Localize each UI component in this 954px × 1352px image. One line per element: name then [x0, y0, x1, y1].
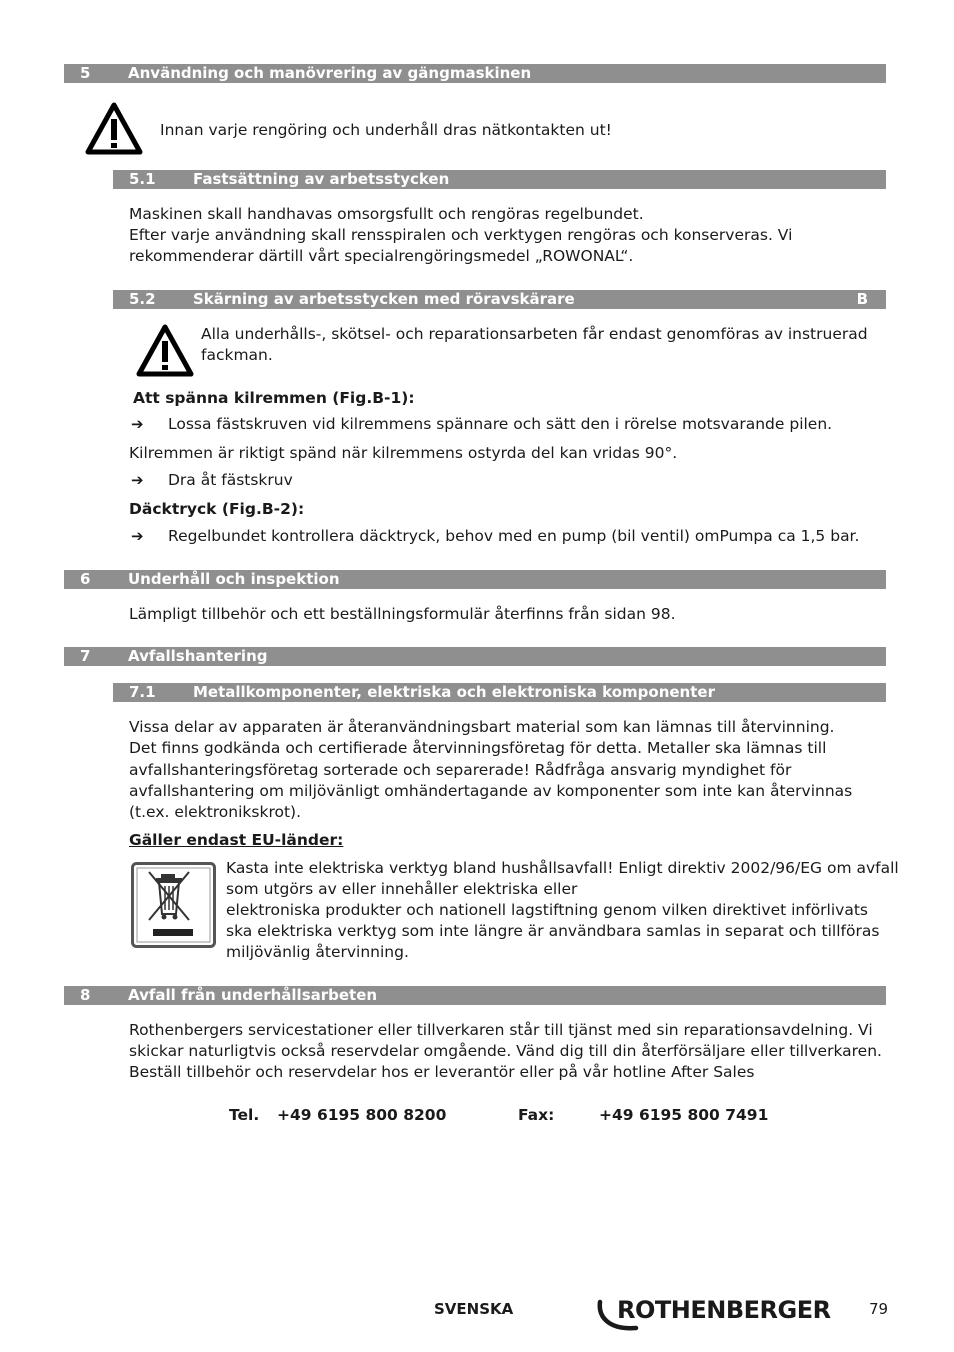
paragraph-line: Rothenbergers servicestationer eller tillverkaren står till tjänst med sin reparationsavdelning. Vi: [129, 1021, 873, 1039]
arrow-right-icon: ➔: [131, 527, 144, 545]
paragraph-line: skickar naturligtvis också reservdelar omgående. Vänd dig till din återförsäljare eller tillverkaren.: [129, 1042, 882, 1060]
paragraph-line: avfallshantering om miljövänligt omhändertagande av komponenter som inte kan återvinnas: [129, 782, 853, 800]
paragraph-line: Vissa delar av apparaten är återanvändningsbart material som kan lämnas till återvinning.: [129, 718, 835, 736]
section-title: Skärning av arbetsstycken med röravskärare: [193, 290, 575, 308]
section-number: 7.1: [129, 683, 156, 701]
fax-number: +49 6195 800 7491: [599, 1106, 769, 1124]
step-text: Lossa fästskruven vid kilremmens spännare och sätt den i rörelse motsvarande pilen.: [168, 415, 833, 433]
section-number: 5.2: [129, 290, 156, 308]
eu-text-line: elektroniska produkter och nationell lagstiftning genom vilken direktivet införlivats: [226, 901, 868, 919]
paragraph-line: Efter varje användning skall rensspiralen och verktygen rengöras och konserveras. Vi: [129, 226, 793, 244]
section-title: Fastsättning av arbetsstycken: [193, 170, 450, 188]
section-number: 7: [80, 647, 91, 665]
section-7-1-header: [113, 683, 886, 702]
section-title: Underhåll och inspektion: [128, 570, 340, 588]
paragraph-line: Maskinen skall handhavas omsorgsfullt och rengöras regelbundet.: [129, 205, 644, 223]
arrow-right-icon: ➔: [131, 471, 144, 489]
section-title: Avfall från underhållsarbeten: [128, 986, 378, 1004]
paragraph-line: avfallshanteringsföretag sorterade och separerade! Rådfråga ansvarig myndighet för: [129, 761, 792, 779]
eu-text-line: ska elektriska verktyg som inte längre är användbara samlas in separat och tillföras: [226, 922, 880, 940]
eu-heading: Gäller endast EU-länder:: [129, 831, 344, 849]
footer-brand-logo: ROTHENBERGER: [617, 1296, 831, 1324]
warning-text: fackman.: [201, 346, 273, 364]
section-5-1-header: [113, 170, 886, 189]
tel-number: +49 6195 800 8200: [277, 1106, 447, 1124]
paragraph-line: Kilremmen är riktigt spänd när kilremmens ostyrda del kan vridas 90°.: [129, 444, 678, 462]
paragraph-line: Lämpligt tillbehör och ett beställningsformulär återfinns från sidan 98.: [129, 605, 676, 623]
tel-label: Tel.: [229, 1106, 260, 1124]
eu-text-line: miljövänlig återvinning.: [226, 943, 409, 961]
section-number: 5: [80, 64, 91, 82]
section-5-header: [64, 64, 886, 83]
section-6-header: [64, 570, 886, 589]
warning-triangle-icon: [136, 324, 194, 377]
section-8-header: [64, 986, 886, 1005]
eu-text-line: som utgörs av eller innehåller elektriska eller: [226, 880, 578, 898]
paragraph-line: Beställ tillbehör och reservdelar hos er leverantör eller på vår hotline After Sales: [129, 1063, 755, 1081]
section-number: 8: [80, 986, 91, 1004]
subheading: Däcktryck (Fig.B-2):: [129, 500, 305, 518]
section-title: Metallkomponenter, elektriska och elektroniska komponenter: [193, 683, 715, 701]
section-title: Avfallshantering: [128, 647, 268, 665]
section-5-2-header: [113, 290, 886, 309]
paragraph-line: Det finns godkända och certifierade återvinningsföretag för detta. Metaller ska lämnas till: [129, 739, 827, 757]
warning-text: Alla underhålls-, skötsel- och reparationsarbeten får endast genomföras av instruerad: [201, 325, 868, 343]
section-7-header: [64, 647, 886, 666]
arrow-right-icon: ➔: [131, 415, 144, 433]
figure-tag: B: [856, 290, 868, 308]
eu-text-line: Kasta inte elektriska verktyg bland hushållsavfall! Enligt direktiv 2002/96/EG om avfall: [226, 859, 899, 877]
footer-language: SVENSKA: [434, 1300, 514, 1318]
section-number: 6: [80, 570, 91, 588]
warning-triangle-icon: [85, 102, 143, 155]
page-number: 79: [869, 1300, 889, 1318]
section-number: 5.1: [129, 170, 156, 188]
subheading: Att spänna kilremmen (Fig.B-1):: [133, 389, 415, 407]
fax-label: Fax:: [518, 1106, 555, 1124]
step-text: Dra åt fästskruv: [168, 471, 293, 489]
section-title: Användning och manövrering av gängmaskinen: [128, 64, 532, 82]
paragraph-line: (t.ex. elektronikskrot).: [129, 803, 302, 821]
warning-text: Innan varje rengöring och underhåll dras nätkontakten ut!: [160, 121, 612, 139]
paragraph-line: rekommenderar därtill vårt specialrengöringsmedel „ROWONAL“.: [129, 247, 634, 265]
step-text: Regelbundet kontrollera däcktryck, behov med en pump (bil ventil) omPumpa ca 1,5 bar.: [168, 527, 860, 545]
crossed-out-bin-icon: [131, 862, 216, 948]
